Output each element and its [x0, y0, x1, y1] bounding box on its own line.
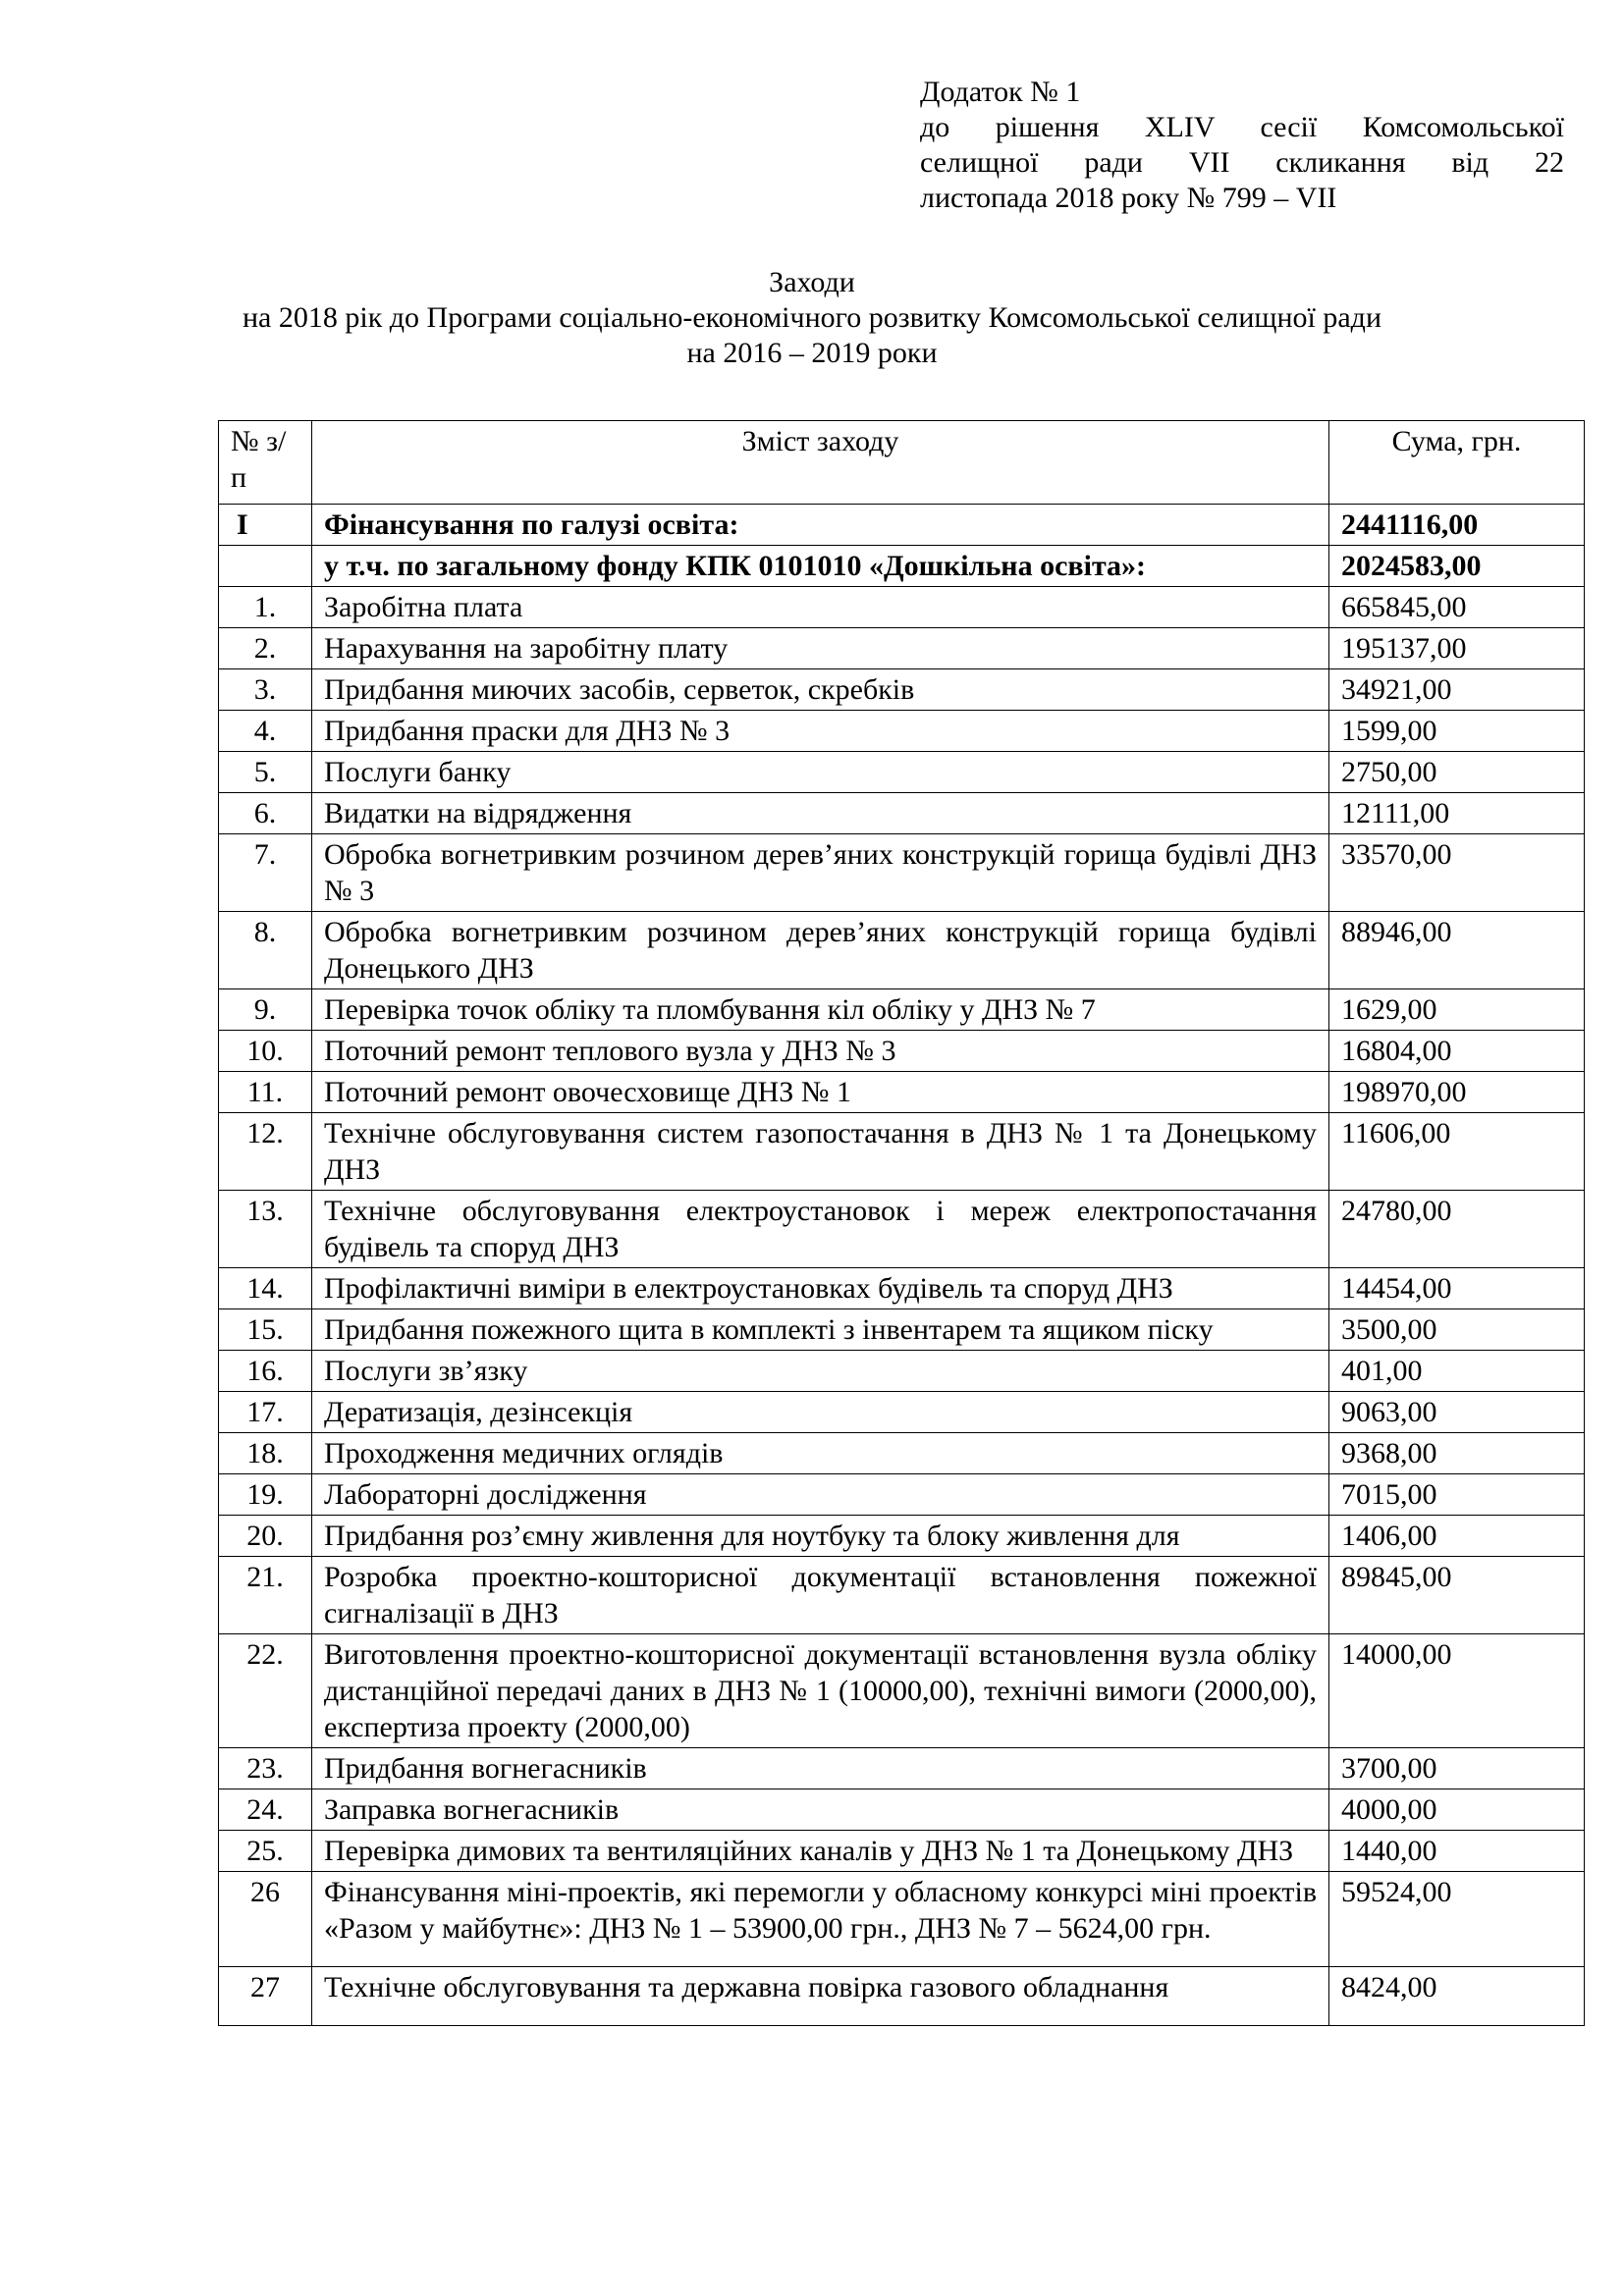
- row-number: 17.: [219, 1392, 312, 1433]
- header-sum: Сума, грн.: [1329, 421, 1585, 505]
- table-body: [219, 505, 1585, 2026]
- row-description: Заправка вогнегасників: [312, 1789, 1329, 1831]
- title-line-2: на 2018 рік до Програми соціально-економічного розвитку Комсомольської селищної ради: [243, 301, 1381, 334]
- row-sum: 198970,00: [1329, 1072, 1585, 1113]
- row-sum: 88946,00: [1329, 912, 1585, 989]
- row-sum: 9063,00: [1329, 1392, 1585, 1433]
- table-row: [219, 1113, 1585, 1191]
- row-sum: 33570,00: [1329, 834, 1585, 912]
- row-number: 7.: [219, 834, 312, 912]
- row-sum: 9368,00: [1329, 1433, 1585, 1474]
- row-number: 11.: [219, 1072, 312, 1113]
- row-sum: 195137,00: [1329, 628, 1585, 669]
- row-number: 18.: [219, 1433, 312, 1474]
- row-description: Обробка вогнетривким розчином дерев’яних конструкцій горища будівлі Донецького ДНЗ: [312, 912, 1329, 989]
- subsection-sum: 2024583,00: [1329, 546, 1585, 587]
- row-number: 25.: [219, 1831, 312, 1872]
- row-number: 12.: [219, 1113, 312, 1191]
- row-description: Обробка вогнетривким розчином дерев’яних конструкцій горища будівлі ДНЗ № 3: [312, 834, 1329, 912]
- table-row: [219, 1268, 1585, 1309]
- appendix-line-2: до рішення XLIV сесії Комсомольської: [920, 111, 1564, 143]
- row-description: Виготовлення проектно-кошторисної документації встановлення вузла обліку дистанційної передачі даних в ДНЗ № 1 (10000,00), технічні вимоги (2000,00), експертиза проекту (2000,00): [312, 1634, 1329, 1748]
- row-number: 26: [219, 1872, 312, 1967]
- row-description: Видатки на відрядження: [312, 793, 1329, 834]
- table-row: [219, 1967, 1585, 2026]
- row-sum: 89845,00: [1329, 1557, 1585, 1634]
- table-row: [219, 1831, 1585, 1872]
- table-row: [219, 1474, 1585, 1516]
- appendix-line-3: селищної ради VII скликання від 22: [920, 146, 1564, 179]
- subsection-title: у т.ч. по загальному фонду КПК 0101010 «Дошкільна освіта»:: [312, 546, 1329, 587]
- row-sum: 3700,00: [1329, 1748, 1585, 1789]
- row-sum: 4000,00: [1329, 1789, 1585, 1831]
- appendix-line-1: Додаток № 1: [920, 76, 1081, 108]
- table-row: [219, 1789, 1585, 1831]
- subsection-number: [219, 546, 312, 587]
- table-row: [219, 912, 1585, 989]
- row-number: 21.: [219, 1557, 312, 1634]
- table-row: [219, 711, 1585, 752]
- row-number: 22.: [219, 1634, 312, 1748]
- row-description: Профілактичні виміри в електроустановках будівель та споруд ДНЗ: [312, 1268, 1329, 1309]
- table-row: [219, 1031, 1585, 1072]
- table-header-row: [219, 421, 1585, 505]
- row-description: Нарахування на заробітну плату: [312, 628, 1329, 669]
- row-description: Технічне обслуговування та державна повірка газового обладнання: [312, 1967, 1329, 2026]
- row-sum: 14000,00: [1329, 1634, 1585, 1748]
- section-row: [219, 505, 1585, 546]
- document-title: [0, 265, 1624, 371]
- row-description: Придбання пожежного щита в комплекті з інвентарем та ящиком піску: [312, 1309, 1329, 1351]
- row-sum: 59524,00: [1329, 1872, 1585, 1967]
- row-number: 5.: [219, 752, 312, 793]
- appendix-line-4: листопада 2018 року № 799 – VII: [920, 182, 1337, 214]
- row-sum: 8424,00: [1329, 1967, 1585, 2026]
- row-description: Технічне обслуговування електроустановок і мереж електропостачання будівель та споруд ДНЗ: [312, 1191, 1329, 1268]
- table-row: [219, 1748, 1585, 1789]
- row-sum: 1440,00: [1329, 1831, 1585, 1872]
- row-sum: 2750,00: [1329, 752, 1585, 793]
- table-row: [219, 1872, 1585, 1967]
- table-row: [219, 1351, 1585, 1392]
- table-row: [219, 1392, 1585, 1433]
- row-description: Поточний ремонт теплового вузла у ДНЗ № 3: [312, 1031, 1329, 1072]
- row-sum: 24780,00: [1329, 1191, 1585, 1268]
- row-sum: 3500,00: [1329, 1309, 1585, 1351]
- row-number: 4.: [219, 711, 312, 752]
- row-description: Перевірка димових та вентиляційних каналів у ДНЗ № 1 та Донецькому ДНЗ: [312, 1831, 1329, 1872]
- measures-table: [218, 420, 1585, 2026]
- row-number: 14.: [219, 1268, 312, 1309]
- row-sum: 11606,00: [1329, 1113, 1585, 1191]
- section-sum: 2441116,00: [1329, 505, 1585, 546]
- table-row: [219, 1557, 1585, 1634]
- row-number: 23.: [219, 1748, 312, 1789]
- row-sum: 401,00: [1329, 1351, 1585, 1392]
- row-number: 13.: [219, 1191, 312, 1268]
- section-title: Фінансування по галузі освіта:: [312, 505, 1329, 546]
- row-sum: 7015,00: [1329, 1474, 1585, 1516]
- row-number: 3.: [219, 669, 312, 711]
- row-description: Придбання миючих засобів, серветок, скребків: [312, 669, 1329, 711]
- row-description: Лабораторні дослідження: [312, 1474, 1329, 1516]
- table-row: [219, 1433, 1585, 1474]
- header-content: Зміст заходу: [312, 421, 1329, 505]
- table-row: [219, 628, 1585, 669]
- row-sum: 1406,00: [1329, 1516, 1585, 1557]
- row-sum: 665845,00: [1329, 587, 1585, 628]
- subsection-row: [219, 546, 1585, 587]
- row-number: 19.: [219, 1474, 312, 1516]
- row-description: Дератизація, дезінсекція: [312, 1392, 1329, 1433]
- appendix-note: [920, 75, 1564, 216]
- title-line-1: Заходи: [769, 266, 855, 298]
- title-line-3: на 2016 – 2019 роки: [686, 337, 938, 369]
- table-row: [219, 1309, 1585, 1351]
- row-description: Перевірка точок обліку та пломбування кіл обліку у ДНЗ № 7: [312, 989, 1329, 1031]
- row-number: 1.: [219, 587, 312, 628]
- row-number: 27: [219, 1967, 312, 2026]
- row-number: 8.: [219, 912, 312, 989]
- table-row: [219, 1634, 1585, 1748]
- row-description: Придбання вогнегасників: [312, 1748, 1329, 1789]
- row-sum: 34921,00: [1329, 669, 1585, 711]
- header-number: № з/п: [219, 421, 312, 505]
- row-number: 6.: [219, 793, 312, 834]
- row-description: Поточний ремонт овочесховище ДНЗ № 1: [312, 1072, 1329, 1113]
- row-sum: 1599,00: [1329, 711, 1585, 752]
- table-row: [219, 752, 1585, 793]
- table-row: [219, 989, 1585, 1031]
- row-description: Технічне обслуговування систем газопостачання в ДНЗ № 1 та Донецькому ДНЗ: [312, 1113, 1329, 1191]
- row-description: Послуги банку: [312, 752, 1329, 793]
- row-description: Придбання праски для ДНЗ № 3: [312, 711, 1329, 752]
- row-sum: 14454,00: [1329, 1268, 1585, 1309]
- row-number: 20.: [219, 1516, 312, 1557]
- table-row: [219, 1072, 1585, 1113]
- row-number: 15.: [219, 1309, 312, 1351]
- row-description: Проходження медичних оглядів: [312, 1433, 1329, 1474]
- row-sum: 16804,00: [1329, 1031, 1585, 1072]
- table-row: [219, 587, 1585, 628]
- section-number: I: [219, 505, 312, 546]
- row-number: 16.: [219, 1351, 312, 1392]
- row-description: Придбання роз’ємну живлення для ноутбуку та блоку живлення для: [312, 1516, 1329, 1557]
- table-row: [219, 1191, 1585, 1268]
- table-row: [219, 834, 1585, 912]
- row-number: 9.: [219, 989, 312, 1031]
- row-description: Фінансування міні-проектів, які перемогли у обласному конкурсі міні проектів «Разом у майбутнє»: ДНЗ № 1 – 53900,00 грн., ДНЗ № 7 – 5624,00 грн.: [312, 1872, 1329, 1967]
- table-row: [219, 669, 1585, 711]
- row-sum: 1629,00: [1329, 989, 1585, 1031]
- row-number: 10.: [219, 1031, 312, 1072]
- row-sum: 12111,00: [1329, 793, 1585, 834]
- row-number: 24.: [219, 1789, 312, 1831]
- row-description: Розробка проектно-кошторисної документації встановлення пожежної сигналізації в ДНЗ: [312, 1557, 1329, 1634]
- row-description: Послуги зв’язку: [312, 1351, 1329, 1392]
- row-number: 2.: [219, 628, 312, 669]
- row-description: Заробітна плата: [312, 587, 1329, 628]
- table-row: [219, 1516, 1585, 1557]
- table-row: [219, 793, 1585, 834]
